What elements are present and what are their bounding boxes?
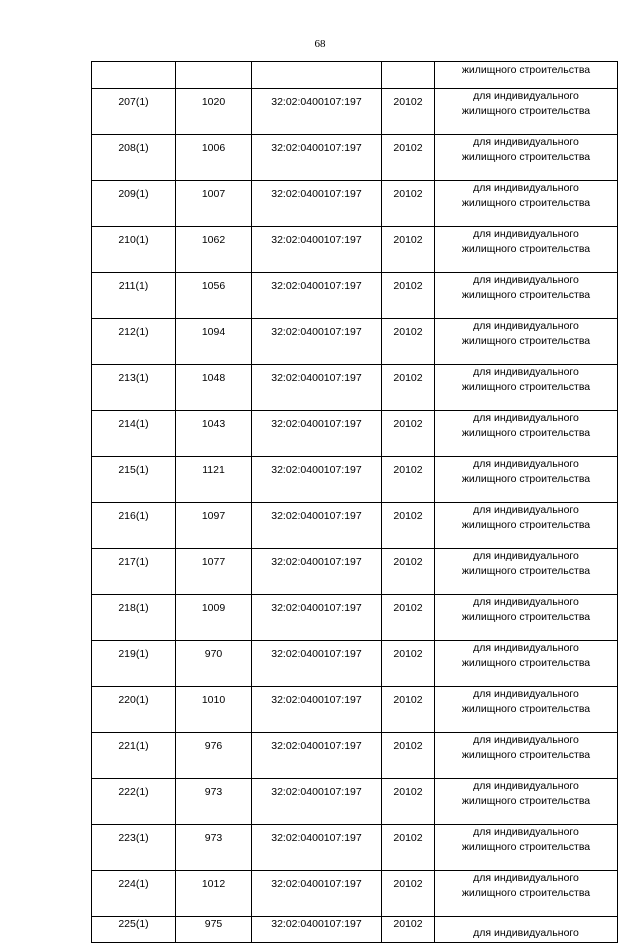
cell-purpose: [435, 549, 618, 595]
table-row: [92, 825, 618, 871]
cell-code: 20102: [382, 595, 435, 641]
cell-area: 1094: [176, 319, 252, 365]
cell-area: 1048: [176, 365, 252, 411]
cell-cadastral: 32:02:0400107:197: [252, 135, 382, 181]
cell-area: 1020: [176, 89, 252, 135]
cell-num: 207(1): [92, 89, 176, 135]
table-row: [92, 135, 618, 181]
purpose-line-2: жилищного строительства: [461, 565, 591, 577]
purpose-line-2: жилищного строительства: [461, 151, 591, 163]
cell-code: 20102: [382, 135, 435, 181]
table-row: [92, 779, 618, 825]
cell-num: 220(1): [92, 687, 176, 733]
table-row: [92, 595, 618, 641]
table-row: [92, 227, 618, 273]
purpose-line-2: жилищного строительства: [461, 243, 591, 255]
purpose-line-2: жилищного строительства: [461, 197, 591, 209]
cell-purpose: [435, 181, 618, 227]
cell-num: 213(1): [92, 365, 176, 411]
cell-num: 221(1): [92, 733, 176, 779]
cell-area: 1077: [176, 549, 252, 595]
purpose-line-1: для индивидуального: [473, 274, 579, 286]
cell-purpose: [435, 503, 618, 549]
purpose-line-2: жилищного строительства: [461, 611, 591, 623]
cell-area: 976: [176, 733, 252, 779]
cell-num: 219(1): [92, 641, 176, 687]
table-continuation-row: [92, 62, 618, 89]
purpose-line-1: для индивидуального: [473, 872, 579, 884]
purpose-line-1: для индивидуального: [473, 550, 579, 562]
cell-code: 20102: [382, 319, 435, 365]
purpose-line-1: для индивидуального: [473, 927, 579, 939]
cell-cadastral: 32:02:0400107:197: [252, 549, 382, 595]
cell-area: [176, 62, 252, 89]
cell-area: 973: [176, 779, 252, 825]
purpose-line-1: для индивидуального: [473, 826, 579, 838]
cell-code: 20102: [382, 227, 435, 273]
cell-cadastral: 32:02:0400107:197: [252, 733, 382, 779]
table-row: [92, 503, 618, 549]
cell-cadastral: 32:02:0400107:197: [252, 687, 382, 733]
cell-purpose: [435, 457, 618, 503]
cell-purpose: [435, 595, 618, 641]
table-row: [92, 917, 618, 943]
cell-area: 1121: [176, 457, 252, 503]
cell-purpose: [435, 365, 618, 411]
cell-cadastral: 32:02:0400107:197: [252, 503, 382, 549]
cell-code: 20102: [382, 825, 435, 871]
cell-num: 217(1): [92, 549, 176, 595]
cell-cadastral: 32:02:0400107:197: [252, 595, 382, 641]
cell-code: 20102: [382, 365, 435, 411]
cell-num: [92, 62, 176, 89]
purpose-line-2: жилищного строительства: [461, 519, 591, 531]
purpose-line-1: для индивидуального: [473, 136, 579, 148]
cell-purpose: [435, 733, 618, 779]
purpose-line-1: для индивидуального: [473, 688, 579, 700]
cell-purpose: [435, 779, 618, 825]
cell-num: 218(1): [92, 595, 176, 641]
cell-code: 20102: [382, 641, 435, 687]
cell-cadastral: 32:02:0400107:197: [252, 825, 382, 871]
purpose-line-2: жилищного строительства: [461, 657, 591, 669]
cell-purpose: [435, 871, 618, 917]
table-row: [92, 687, 618, 733]
purpose-line-1: для индивидуального: [473, 366, 579, 378]
cell-cadastral: 32:02:0400107:197: [252, 227, 382, 273]
table-row: [92, 549, 618, 595]
purpose-line-1: для индивидуального: [473, 228, 579, 240]
purpose-line-2: жилищного строительства: [461, 887, 591, 899]
cell-cadastral: 32:02:0400107:197: [252, 457, 382, 503]
cell-num: 222(1): [92, 779, 176, 825]
cell-cadastral: 32:02:0400107:197: [252, 181, 382, 227]
cell-purpose: [435, 227, 618, 273]
purpose-line-2: жилищного строительства: [461, 749, 591, 761]
cell-num: 211(1): [92, 273, 176, 319]
table-row: [92, 871, 618, 917]
table-row: [92, 89, 618, 135]
cell-cadastral: 32:02:0400107:197: [252, 319, 382, 365]
purpose-line-2: жилищного строительства: [461, 64, 591, 76]
cell-cadastral: 32:02:0400107:197: [252, 411, 382, 457]
cell-purpose: [435, 687, 618, 733]
cell-purpose: [435, 319, 618, 365]
cell-code: 20102: [382, 779, 435, 825]
cell-area: 1062: [176, 227, 252, 273]
cell-area: 970: [176, 641, 252, 687]
purpose-line-2: жилищного строительства: [461, 427, 591, 439]
purpose-line-2: жилищного строительства: [461, 381, 591, 393]
cell-num: 225(1): [92, 917, 176, 943]
cell-purpose: [435, 917, 618, 943]
cell-code: 20102: [382, 89, 435, 135]
table-row: [92, 319, 618, 365]
cell-code: 20102: [382, 411, 435, 457]
purpose-line-1: для индивидуального: [473, 458, 579, 470]
cell-area: 1056: [176, 273, 252, 319]
cell-num: 209(1): [92, 181, 176, 227]
cell-num: 208(1): [92, 135, 176, 181]
purpose-line-1: для индивидуального: [473, 320, 579, 332]
purpose-line-2: жилищного строительства: [461, 105, 591, 117]
cell-purpose: [435, 273, 618, 319]
purpose-line-1: для индивидуального: [473, 596, 579, 608]
cell-purpose: [435, 411, 618, 457]
cell-code: 20102: [382, 871, 435, 917]
cell-purpose: [435, 825, 618, 871]
cell-num: 224(1): [92, 871, 176, 917]
cell-cadastral: 32:02:0400107:197: [252, 273, 382, 319]
purpose-line-1: для индивидуального: [473, 90, 579, 102]
purpose-line-1: для индивидуального: [473, 780, 579, 792]
purpose-line-2: жилищного строительства: [461, 289, 591, 301]
table-row: [92, 641, 618, 687]
purpose-line-2: жилищного строительства: [461, 795, 591, 807]
cell-code: 20102: [382, 733, 435, 779]
cell-area: 1009: [176, 595, 252, 641]
cell-cadastral: 32:02:0400107:197: [252, 779, 382, 825]
cell-num: 215(1): [92, 457, 176, 503]
cell-area: 1043: [176, 411, 252, 457]
cell-cadastral: 32:02:0400107:197: [252, 365, 382, 411]
cell-code: 20102: [382, 457, 435, 503]
cell-area: 973: [176, 825, 252, 871]
cell-code: 20102: [382, 503, 435, 549]
cell-code: [382, 62, 435, 89]
land-plots-table: [91, 61, 618, 943]
table-row: [92, 273, 618, 319]
purpose-line-1: для индивидуального: [473, 734, 579, 746]
cell-area: 975: [176, 917, 252, 943]
purpose-line-2: жилищного строительства: [461, 335, 591, 347]
cell-cadastral: 32:02:0400107:197: [252, 641, 382, 687]
purpose-line-2: жилищного строительства: [461, 473, 591, 485]
table-row: [92, 365, 618, 411]
cell-cadastral: 32:02:0400107:197: [252, 917, 382, 943]
cell-code: 20102: [382, 273, 435, 319]
cell-purpose: [435, 135, 618, 181]
purpose-line-2: жилищного строительства: [461, 703, 591, 715]
cell-purpose: [435, 62, 618, 89]
cell-area: 1012: [176, 871, 252, 917]
cell-area: 1010: [176, 687, 252, 733]
cell-purpose: [435, 89, 618, 135]
table-row: [92, 457, 618, 503]
table-row: [92, 181, 618, 227]
cell-num: 223(1): [92, 825, 176, 871]
cell-code: 20102: [382, 549, 435, 595]
cell-area: 1006: [176, 135, 252, 181]
cell-purpose: [435, 641, 618, 687]
page-number: 68: [314, 38, 326, 50]
cell-code: 20102: [382, 917, 435, 943]
table-row: [92, 733, 618, 779]
cell-num: 216(1): [92, 503, 176, 549]
purpose-line-1: для индивидуального: [473, 412, 579, 424]
cell-code: 20102: [382, 687, 435, 733]
cell-cadastral: [252, 62, 382, 89]
purpose-line-1: для индивидуального: [473, 504, 579, 516]
cell-num: 210(1): [92, 227, 176, 273]
cell-num: 214(1): [92, 411, 176, 457]
purpose-line-1: для индивидуального: [473, 642, 579, 654]
table-row: [92, 411, 618, 457]
cell-area: 1007: [176, 181, 252, 227]
cell-cadastral: 32:02:0400107:197: [252, 871, 382, 917]
table-body: [92, 62, 618, 943]
cell-code: 20102: [382, 181, 435, 227]
cell-cadastral: 32:02:0400107:197: [252, 89, 382, 135]
purpose-line-1: для индивидуального: [473, 182, 579, 194]
cell-area: 1097: [176, 503, 252, 549]
purpose-line-2: жилищного строительства: [461, 841, 591, 853]
cell-num: 212(1): [92, 319, 176, 365]
